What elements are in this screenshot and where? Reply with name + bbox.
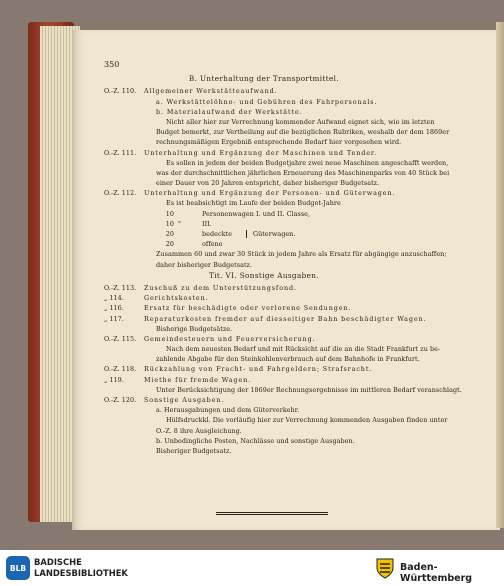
text-line <box>104 188 424 198</box>
wagon-row <box>104 239 424 249</box>
text-line <box>104 303 424 313</box>
line-text: Budget bemerkt, zur Vertheilung auf die bezüglichen Rubriken, weshalb der dem 1869er <box>156 128 450 137</box>
text-line <box>104 283 424 293</box>
item-reference: „ 117. <box>104 314 124 323</box>
wagon-table <box>104 209 424 250</box>
wagon-count: 10 <box>165 219 174 228</box>
line-text: Ersatz für beschädigte oder verlorene Sendungen. <box>144 304 352 313</box>
line-text: Bisherige Budgetsätze. <box>156 324 233 333</box>
wagon-row <box>104 209 424 219</box>
footer-bar <box>0 550 504 586</box>
library-name <box>34 557 128 579</box>
text-line <box>104 446 424 456</box>
line-text: Reparaturkosten fremder auf diesseitiger Bahn beschädigter Wagen. <box>144 314 427 323</box>
text-line <box>104 405 424 415</box>
text-line <box>104 395 424 405</box>
line-text: rechnungsmäßigen Ergebniß entsprechende Bedarf hier vorgesehen wird. <box>156 138 402 147</box>
text-line <box>104 168 450 178</box>
text-line <box>104 158 449 168</box>
text-line <box>104 324 424 334</box>
wagon-count: 10 <box>165 209 174 218</box>
line-text: Unterhaltung und Ergänzung der Personen- und Güterwagen. <box>144 189 396 198</box>
text-block-1 <box>104 86 450 208</box>
line-text: Gerichtskosten. <box>144 294 209 303</box>
page-right-edge <box>496 22 504 528</box>
line-text: a. Werkstättelöhne- und Gebühren des Fahrpersonals. <box>156 97 378 106</box>
wagon-row <box>104 219 424 229</box>
text-line <box>104 107 424 117</box>
wagon-type: offene <box>202 240 223 249</box>
bracket-label: Güterwagen. <box>246 230 295 238</box>
end-rule <box>216 512 328 513</box>
line-text: Bisheriger Budgetsatz. <box>156 446 232 455</box>
wagon-type: bedeckte <box>202 230 232 238</box>
item-reference: „ 119. <box>104 375 124 384</box>
text-line <box>104 86 424 96</box>
page-number: 350 <box>104 60 120 69</box>
line-text: daher bisheriger Budgetsatz. <box>156 260 253 269</box>
text-line <box>104 293 424 303</box>
section-heading: B. Unterhaltung der Transportmittel. <box>188 74 340 84</box>
text-line <box>104 364 424 374</box>
library-name-line2: LANDESBIBLIOTHEK <box>34 568 128 578</box>
line-text: Rückzahlung von Fracht- und Fahrgeldern; Strafsracht. <box>144 365 373 374</box>
text-line <box>104 415 448 425</box>
item-reference: O.-Z. 120. <box>104 396 137 404</box>
blb-logo-text: BLB <box>9 563 27 573</box>
line-text: was der durchschnittlichen jährlichen Erneuerung des Maschinenparks von 40 Stück bei <box>156 168 450 177</box>
title-vi-heading: Tit. VI. Sonstige Ausgaben. <box>208 270 319 280</box>
library-name-line1: BADISCHE <box>34 557 82 567</box>
line-text: einer Dauer von 20 Jahren entspricht, daher bisheriger Budgetsatz. <box>156 179 380 188</box>
line-text: b. Materialaufwand der Werkstätte. <box>156 107 303 116</box>
line-text: Es ist beabsichtigt im Laufe der beiden Budget-Jahre <box>166 199 341 208</box>
wagon-count: 20 <box>165 240 174 249</box>
item-reference: „ 114. <box>104 294 124 303</box>
state-name: Baden-Württemberg <box>400 562 473 584</box>
text-line <box>104 117 435 127</box>
line-text: zahlende Abgabe für den Steinkohlenverbrauch auf dem Bahnhofe in Frankfurt. <box>156 355 420 364</box>
item-reference: O.-Z. 118. <box>104 365 137 374</box>
text-line <box>104 426 424 436</box>
text-line <box>104 148 424 158</box>
item-reference: O.-Z. 110. <box>104 87 137 96</box>
item-reference: O.-Z. 115. <box>104 334 137 343</box>
blb-logo-icon <box>6 556 30 580</box>
item-reference: O.-Z. 113. <box>104 283 137 292</box>
line-text: Es sollen in jedem der beiden Budgetjahre zwei neue Maschinen angeschafft werden, <box>166 158 449 167</box>
line-text: Nicht aller hier zur Verrechnung kommender Aufwand eignet sich, wie im letzten <box>166 117 435 126</box>
line-text: Gemeindesteuern und Feuerversicherung. <box>144 334 316 343</box>
line-text: Zuschuß zu dem Unterstützungsfond. <box>144 283 297 292</box>
text-line <box>104 385 462 395</box>
wagon-type: III. <box>202 219 212 228</box>
text-line <box>104 97 424 107</box>
text-line <box>104 249 447 259</box>
line-text: Unterhaltung und Ergänzung der Maschinen und Tender. <box>144 148 378 157</box>
text-line <box>104 260 424 270</box>
text-block-3 <box>104 283 462 456</box>
coat-of-arms-icon <box>376 557 394 579</box>
item-reference: „ 116. <box>104 304 124 313</box>
ditto-mark: " <box>178 219 181 228</box>
line-text: Miethe für fremde Wagen. <box>144 375 252 384</box>
line-text: O.-Z. 8 ihre Ausgleichung. <box>156 426 242 435</box>
line-text: Allgemeiner Werkstätteaufwand. <box>144 87 278 96</box>
line-text: Zusammen 60 und zwar 30 Stück in jedem Jahre als Ersatz für abgängige anzuschaffen; <box>156 250 447 259</box>
text-line <box>104 314 427 324</box>
text-line <box>104 354 424 364</box>
text-line <box>104 137 424 147</box>
line-text: Unter Berücksichtigung der 1869er Rechnungsergebnisse im mittleren Bedarf veranschlagt. <box>156 385 462 394</box>
wagon-type: Personenwagen I. und II. Classe, <box>202 209 311 218</box>
item-reference: O.-Z. 112. <box>104 189 137 198</box>
wagon-row <box>104 229 424 239</box>
end-rule-thin <box>216 514 328 515</box>
text-line <box>104 436 424 446</box>
line-text: a. Herausgabungen und dem Güterverkehr. <box>156 406 300 415</box>
line-text: Hülfsdruckkl. Die vorläufig hier zur Verrechnung kommenden Ausgaben finden unter <box>166 416 448 425</box>
text-line <box>104 334 424 344</box>
text-line <box>104 198 424 208</box>
line-text: Sonstige Ausgaben. <box>144 396 225 404</box>
wagon-count: 20 <box>165 230 174 238</box>
text-line <box>104 375 424 385</box>
page-text <box>104 60 462 456</box>
text-line <box>104 344 441 354</box>
line-text: b. Unbedingliche Posten, Nachlässe und sonstige Ausgaben. <box>156 436 355 445</box>
text-block-2 <box>104 249 447 269</box>
text-line <box>104 127 450 137</box>
item-reference: O.-Z. 111. <box>104 148 137 157</box>
line-text: Nach dem neuesten Bedarf und mit Rücksicht auf die an die Stadt Frankfurt zu be- <box>166 345 441 354</box>
text-line <box>104 178 424 188</box>
